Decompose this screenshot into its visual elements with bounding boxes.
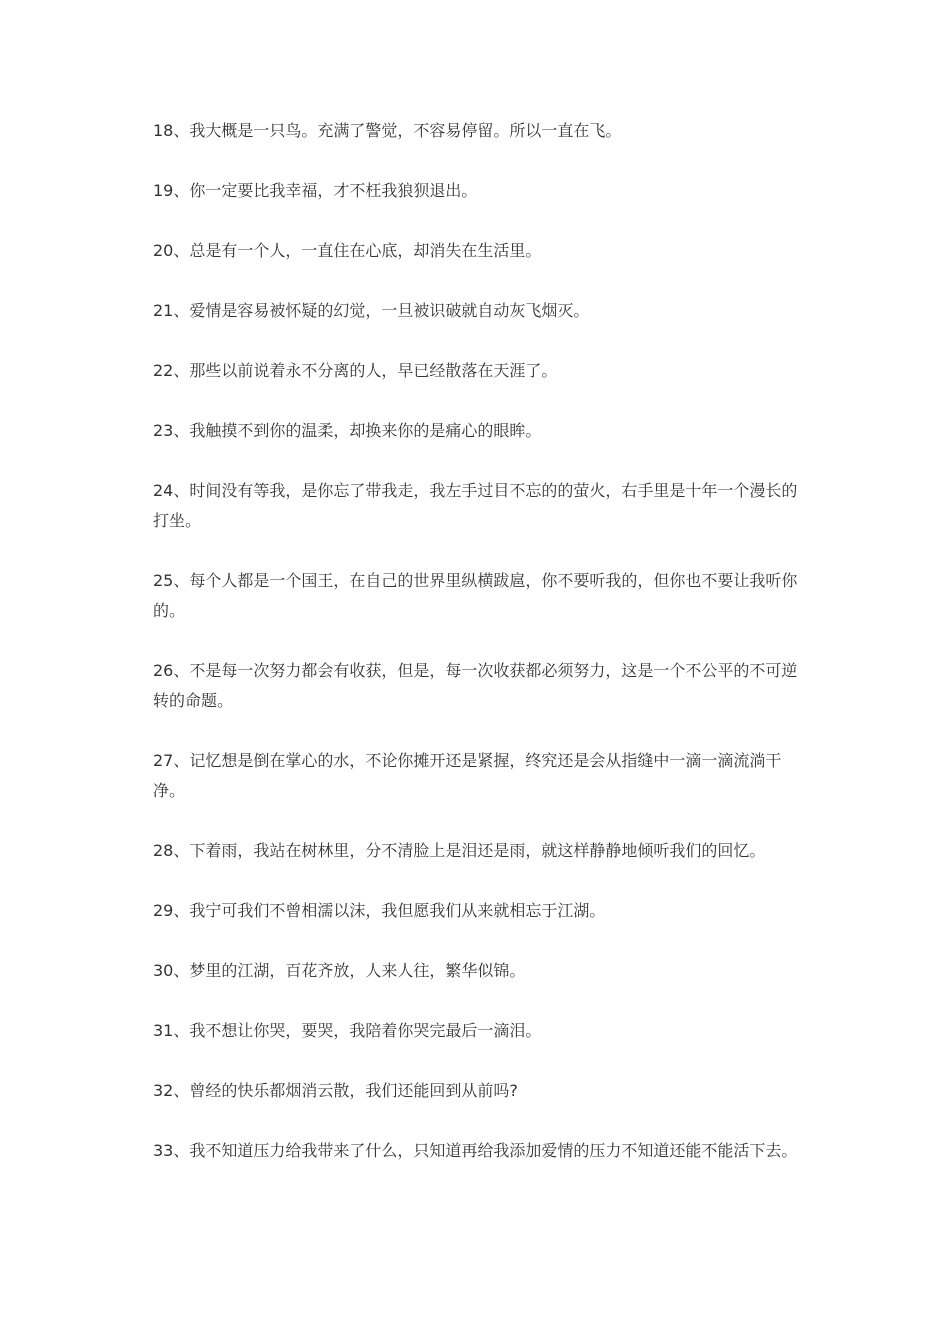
paragraph-33: 33、我不知道压力给我带来了什么，只知道再给我添加爱情的压力不知道还能不能活下去。 [153, 1141, 798, 1160]
paragraph-22: 22、那些以前说着永不分离的人，早已经散落在天涯了。 [153, 361, 558, 380]
paragraph-19: 19、你一定要比我幸福，才不枉我狼狈退出。 [153, 181, 478, 200]
paragraph-23: 23、我触摸不到你的温柔，却换来你的是痛心的眼眸。 [153, 421, 542, 440]
paragraph-29: 29、我宁可我们不曾相濡以沫，我但愿我们从来就相忘于江湖。 [153, 901, 606, 920]
paragraph-18: 18、我大概是一只鸟。充满了警觉，不容易停留。所以一直在飞。 [153, 121, 622, 140]
paragraph-30: 30、梦里的江湖，百花齐放，人来人往，繁华似锦。 [153, 961, 526, 980]
paragraph-20: 20、总是有一个人，一直住在心底，却消失在生活里。 [153, 241, 542, 260]
document-body [153, 116, 798, 1196]
paragraph-27: 27、记忆想是倒在掌心的水，不论你摊开还是紧握，终究还是会从指缝中一滴一滴流淌干净。 [153, 751, 782, 800]
paragraph-26: 26、不是每一次努力都会有收获，但是，每一次收获都必须努力，这是一个不公平的不可逆转的命题。 [153, 661, 798, 710]
paragraph-25: 25、每个人都是一个国王，在自己的世界里纵横跋扈，你不要听我的，但你也不要让我听你的。 [153, 571, 798, 620]
paragraph-31: 31、我不想让你哭，要哭，我陪着你哭完最后一滴泪。 [153, 1021, 542, 1040]
paragraph-28: 28、下着雨，我站在树林里，分不清脸上是泪还是雨，就这样静静地倾听我们的回忆。 [153, 841, 766, 860]
paragraph-21: 21、爱情是容易被怀疑的幻觉，一旦被识破就自动灰飞烟灭。 [153, 301, 590, 320]
paragraph-32: 32、曾经的快乐都烟消云散，我们还能回到从前吗? [153, 1081, 518, 1100]
paragraph-24: 24、时间没有等我，是你忘了带我走，我左手过目不忘的的萤火，右手里是十年一个漫长的打坐。 [153, 481, 798, 530]
